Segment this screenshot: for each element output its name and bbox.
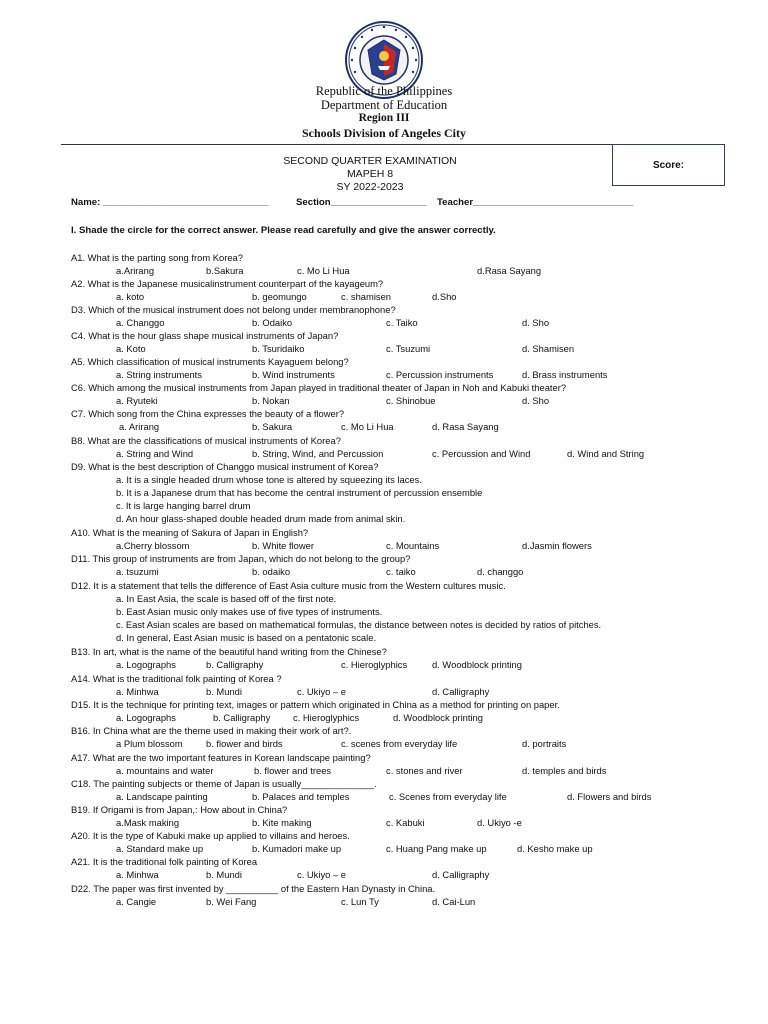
question-22: D22. The paper was first invented by __________ of the Eastern Han Dynasty in China. [71, 883, 436, 894]
q16-option-b: b. flower and birds [206, 738, 283, 749]
q3-option-d: d. Sho [522, 317, 550, 328]
q16-option-a: a Plum blossom [116, 738, 183, 749]
q19-option-d: d. Ukiyo -e [477, 817, 522, 828]
q15-option-b: b. Calligraphy [213, 712, 271, 723]
question-17: A17. What are the two important features in Korean landscape painting? [71, 752, 371, 763]
question-11: D11. This group of instruments are from Japan, which do not belong to the group? [71, 553, 411, 564]
q2-option-c: c. shamisen [341, 291, 392, 302]
q9-option-d: d. An hour glass-shaped double headed drum made from animal skin. [116, 513, 406, 524]
q1-option-a: a.Arirang [116, 265, 155, 276]
q12-option-d: d. In general, East Asian music is based on a pentatonic scale. [116, 632, 377, 643]
q17-option-b: b. flower and trees [254, 765, 332, 776]
question-15: D15. It is the technique for printing text, images or pattern which originated in China as a method for printing on paper. [71, 699, 560, 710]
q9-option-b: b. It is a Japanese drum that has become the central instrument of percussion ensemble [116, 487, 483, 498]
q6-option-a: a. Ryuteki [116, 395, 158, 406]
q5-option-a: a. String instruments [116, 369, 202, 380]
score-label: Score: [652, 160, 685, 171]
section-field: Section__________________ [296, 197, 427, 208]
department-line: Department of Education [320, 98, 448, 112]
q4-option-b: b. Tsuridaiko [252, 343, 305, 354]
q3-option-b: b. Odaiko [252, 317, 293, 328]
q5-option-c: c. Percussion instruments [386, 369, 494, 380]
q18-option-b: b. Palaces and temples [252, 791, 350, 802]
q17-option-a: a. mountains and water [116, 765, 214, 776]
q2-option-b: b. geomungo [252, 291, 307, 302]
q16-option-d: d. portraits [522, 738, 567, 749]
q14-option-c: c. Ukiyo – e [297, 686, 346, 697]
q13-option-d: d. Woodblock printing [432, 659, 522, 670]
question-4: C4. What is the hour glass shape musical instruments of Japan? [71, 330, 339, 341]
q13-option-a: a. Logographs [116, 659, 176, 670]
name-field: Name: _______________________________ [71, 197, 269, 208]
q20-option-a: a. Standard make up [116, 843, 204, 854]
q3-option-c: c. Taiko [386, 317, 418, 328]
question-18: C18. The painting subjects or theme of Japan is usually______________. [71, 778, 377, 789]
q6-option-d: d. Sho [522, 395, 550, 406]
q20-option-b: b. Kumadori make up [252, 843, 342, 854]
q11-option-c: c. taiko [386, 566, 416, 577]
q22-option-b: b. Wei Fang [206, 896, 257, 907]
q10-option-b: b. White flower [252, 540, 314, 551]
q15-option-d: d. Woodblock printing [393, 712, 483, 723]
q7-option-a: a. Arirang [119, 421, 160, 432]
q14-option-d: d. Calligraphy [432, 686, 490, 697]
q2-option-d: d.Sho [432, 291, 457, 302]
q20-option-c: c. Huang Pang make up [386, 843, 487, 854]
question-6: C6. Which among the musical instruments from Japan played in traditional theater of Japan in Noh and Kabuki theater? [71, 382, 567, 393]
q12-option-c: c. East Asian scales are based on mathematical formulas, the distance between notes is decided by ratios of pitches. [116, 619, 602, 630]
q21-option-b: b. Mundi [206, 869, 242, 880]
q9-option-a: a. It is a single headed drum whose tone is altered by squeezing its laces. [116, 474, 422, 485]
q14-option-b: b. Mundi [206, 686, 242, 697]
q2-option-a: a. koto [116, 291, 145, 302]
question-2: A2. What is the Japanese musicalinstrument counterpart of the kayageum? [71, 278, 384, 289]
q22-option-c: c. Lun Ty [341, 896, 379, 907]
q19-option-b: b. Kite making [252, 817, 312, 828]
q21-option-a: a. Minhwa [116, 869, 159, 880]
q9-option-c: c. It is large hanging barrel drum [116, 500, 251, 511]
q13-option-b: b. Calligraphy [206, 659, 264, 670]
q22-option-d: d. Cai-Lun [432, 896, 476, 907]
q19-option-c: c. Kabuki [386, 817, 425, 828]
q12-option-b: b. East Asian music only makes use of five types of instruments. [116, 606, 383, 617]
q1-option-c: c. Mo Li Hua [297, 265, 350, 276]
q17-option-d: d. temples and birds [522, 765, 607, 776]
teacher-field: Teacher______________________________ [437, 197, 634, 208]
q8-option-c: c. Percussion and Wind [432, 448, 531, 459]
q4-option-d: d. Shamisen [522, 343, 575, 354]
q3-option-a: a. Changgo [116, 317, 165, 328]
q22-option-a: a. Cangie [116, 896, 157, 907]
q20-option-d: d. Kesho make up [517, 843, 593, 854]
q13-option-c: c. Hieroglyphics [341, 659, 408, 670]
question-14: A14. What is the traditional folk painting of Korea ? [71, 673, 282, 684]
q5-option-d: d. Brass instruments [522, 369, 608, 380]
q19-option-a: a.Mask making [116, 817, 180, 828]
question-1: A1. What is the parting song from Korea? [71, 252, 243, 263]
q1-option-b: b.Sakura [206, 265, 244, 276]
q10-option-a: a.Cherry blossom [116, 540, 190, 551]
q8-option-b: b. String, Wind, and Percussion [252, 448, 384, 459]
exam-subject: MAPEH 8 [346, 168, 394, 180]
question-13: B13. In art, what is the name of the beautiful hand writing from the Chinese? [71, 646, 387, 657]
q10-option-d: d.Jasmin flowers [522, 540, 592, 551]
q17-option-c: c. stones and river [386, 765, 463, 776]
q16-option-c: c. scenes from everyday life [341, 738, 458, 749]
header-divider [61, 144, 612, 145]
question-12: D12. It is a statement that tells the difference of East Asia culture music from the Western cultures music. [71, 580, 506, 591]
question-20: A20. It is the type of Kabuki make up applied to villains and heroes. [71, 830, 350, 841]
republic-line: Republic of the Philippines [315, 84, 453, 98]
question-19: B19. If Origami is from Japan,: How about in China? [71, 804, 288, 815]
q10-option-c: c. Mountains [386, 540, 440, 551]
q1-option-d: d.Rasa Sayang [477, 265, 542, 276]
question-9: D9. What is the best description of Changgo musical instrument of Korea? [71, 461, 379, 472]
q15-option-c: c. Hieroglyphics [293, 712, 360, 723]
q11-option-a: a. tsuzumi [116, 566, 159, 577]
question-7: C7. Which song from the China expresses the beauty of a flower? [71, 408, 345, 419]
q11-option-d: d. changgo [477, 566, 524, 577]
q6-option-b: b. Nokan [252, 395, 290, 406]
region-line: Region III [358, 112, 410, 124]
q4-option-a: a. Koto [116, 343, 146, 354]
q14-option-a: a. Minhwa [116, 686, 159, 697]
score-box [612, 144, 725, 186]
q18-option-c: c. Scenes from everyday life [389, 791, 507, 802]
q15-option-a: a. Logographs [116, 712, 176, 723]
q7-option-b: b. Sakura [252, 421, 293, 432]
question-21: A21. It is the traditional folk painting of Korea [71, 856, 258, 867]
exam-title: SECOND QUARTER EXAMINATION [283, 155, 457, 167]
q21-option-d: d. Calligraphy [432, 869, 490, 880]
q8-option-d: d. Wind and String [567, 448, 645, 459]
q5-option-b: b. Wind instruments [252, 369, 335, 380]
division-line: Schools Division of Angeles City [301, 126, 466, 140]
q8-option-a: a. String and Wind [116, 448, 194, 459]
question-16: B16. In China what are the theme used in making their work of art?. [71, 725, 352, 736]
question-3: D3. Which of the musical instrument does not belong under membranophone? [71, 304, 396, 315]
question-8: B8. What are the classifications of musical instruments of Korea? [71, 435, 341, 446]
q21-option-c: c. Ukiyo – e [297, 869, 346, 880]
q6-option-c: c. Shinobue [386, 395, 436, 406]
q18-option-d: d. Flowers and birds [567, 791, 652, 802]
q7-option-c: c. Mo Li Hua [341, 421, 394, 432]
instructions: I. Shade the circle for the correct answer. Please read carefully and give the answer correctly. [71, 225, 496, 236]
question-5: A5. Which classification of musical instruments Kayaguem belong? [71, 356, 349, 367]
q7-option-d: d. Rasa Sayang [432, 421, 499, 432]
q12-option-a: a. In East Asia, the scale is based off of the first note. [116, 593, 337, 604]
q18-option-a: a. Landscape painting [116, 791, 208, 802]
exam-school-year: SY 2022-2023 [336, 181, 404, 193]
question-10: A10. What is the meaning of Sakura of Japan in English? [71, 527, 309, 538]
q4-option-c: c. Tsuzumi [386, 343, 431, 354]
q11-option-b: b. odaiko [252, 566, 291, 577]
